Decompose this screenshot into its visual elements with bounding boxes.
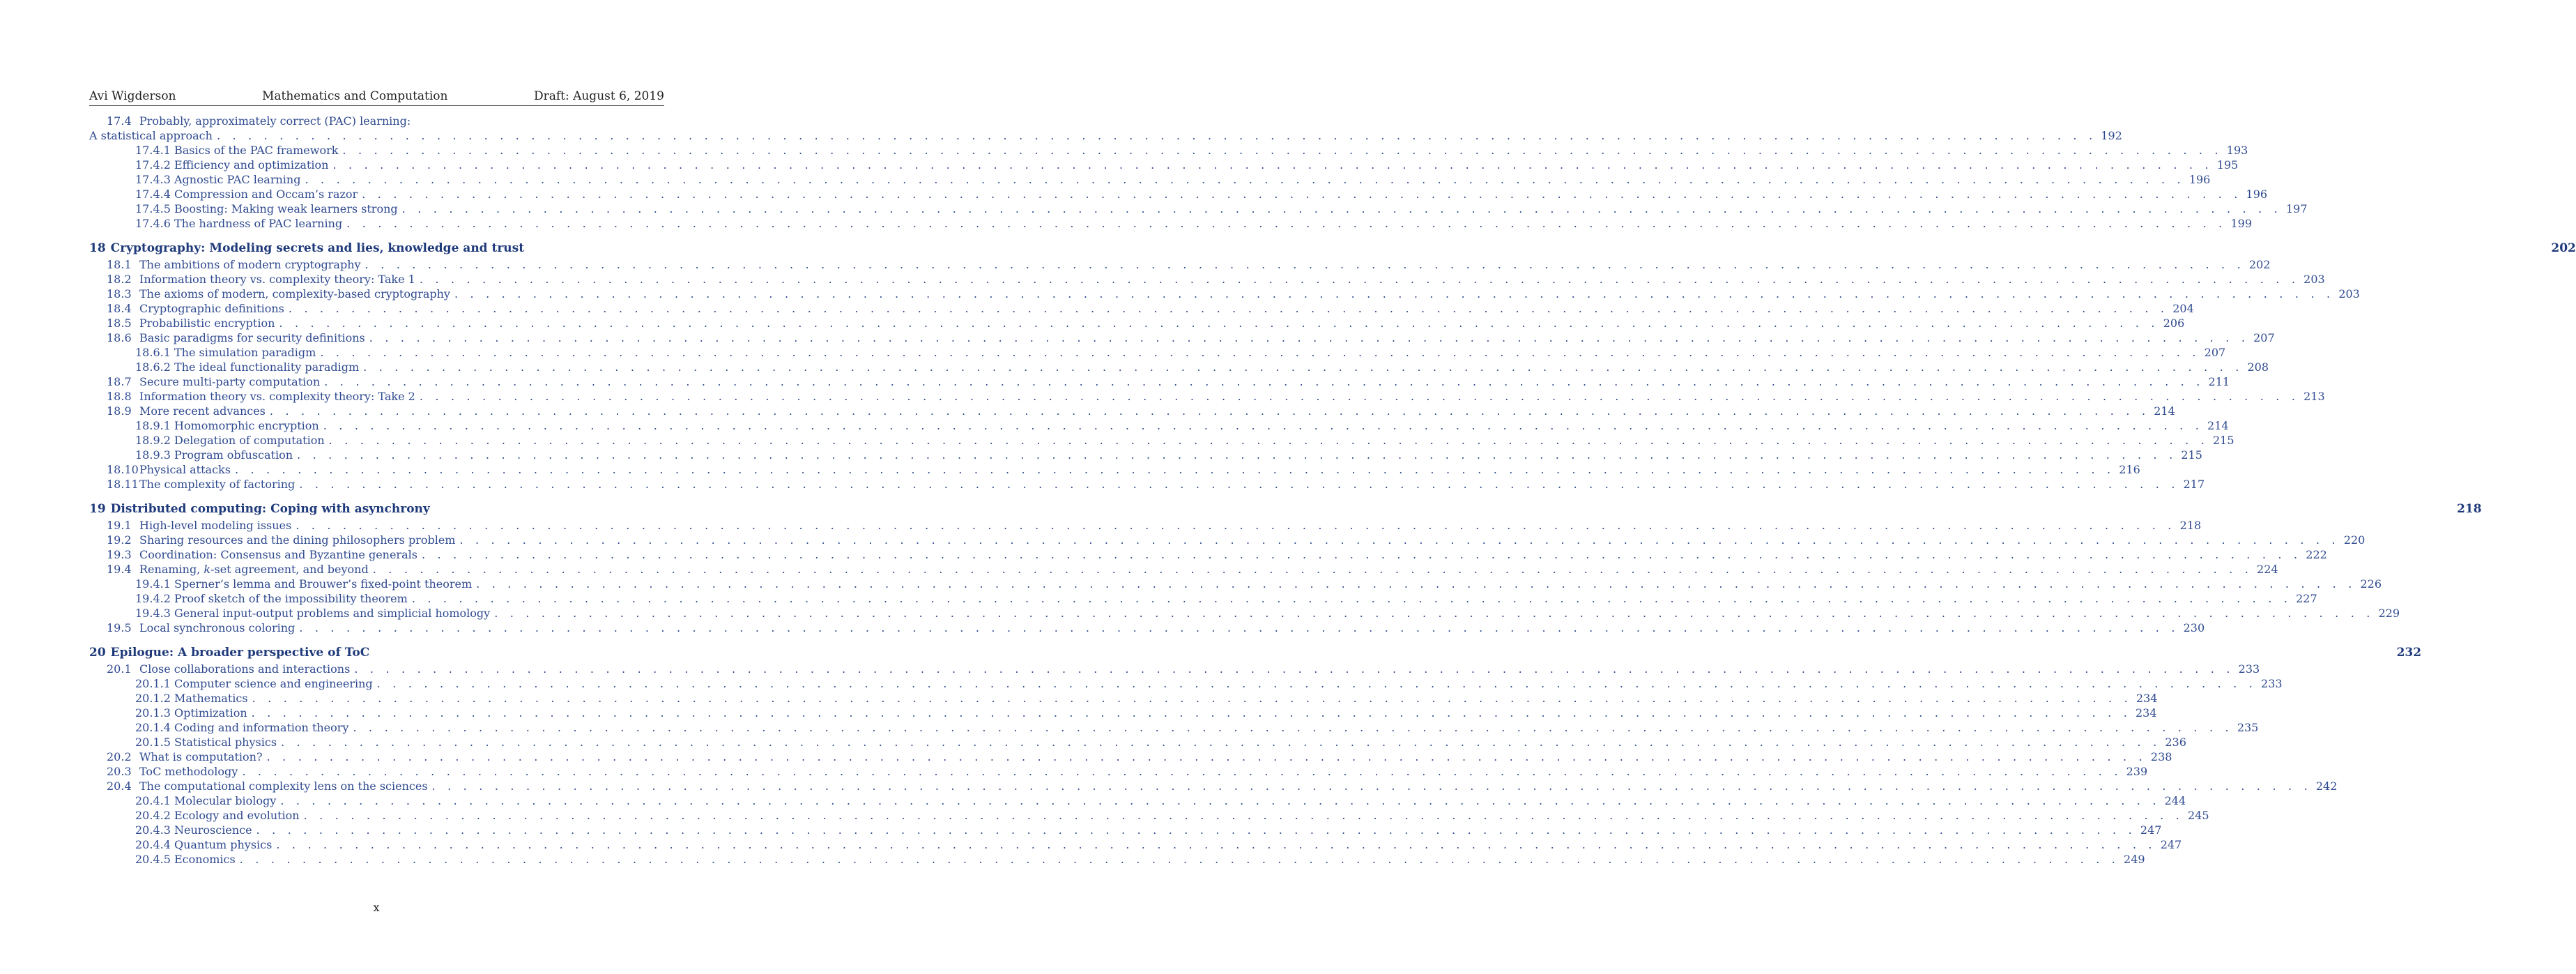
toc-chapter-entry[interactable] xyxy=(89,646,2422,662)
toc-entry-number: 20.4.4 xyxy=(135,838,171,851)
toc-entry-title[interactable]: Cryptography: Modeling secrets and lies, knowledge and trust xyxy=(110,241,525,255)
toc-entry-number: 18.3 xyxy=(107,287,132,300)
dot-leader: . . . . . . . . . . . . . . . . . . . . . . . . . . . . . . . . . . . . . . . . . . . . . . . . . . . . . . . . . . . . . . . . . . . . . . . . . . . . . . . . . . . . . . . . . . . . . . . . . . . . . . . . . . . . . . . . . . . . . . . . xyxy=(234,463,2115,476)
toc-entry-page[interactable]: 239 xyxy=(2126,765,2148,778)
toc-entry-page[interactable]: 211 xyxy=(2208,375,2230,388)
toc-entry[interactable] xyxy=(89,721,2259,736)
dot-leader: . . . . . . . . . . . . . . . . . . . . . . . . . . . . . . . . . . . . . . . . . . . . . . . . . . . . . . . . . . . . . . . . . . . . . . . . . . . . . . . . . . . . . . . . . . . . . . . . . . . . . . . . . . . . . . . . . . . . . . . . xyxy=(369,331,2250,344)
toc-entry-number: 20.1 xyxy=(107,662,132,676)
toc-entry-number: 19.4 xyxy=(107,563,132,576)
toc-entry-page[interactable]: 199 xyxy=(2230,217,2252,230)
toc-entry-title[interactable]: Probably, approximately correct (PAC) learning: xyxy=(139,114,411,128)
toc-entry-title[interactable]: Proof sketch of the impossibility theorem xyxy=(174,592,408,605)
toc-entry-number: 17.4.1 xyxy=(135,144,171,157)
toc-entry[interactable] xyxy=(89,750,2172,765)
toc-entry-number: 18.10 xyxy=(107,463,139,476)
toc-entry-title[interactable]: High-level modeling issues xyxy=(139,519,292,532)
toc-entry[interactable] xyxy=(89,173,2211,188)
toc-entry-title[interactable]: Economics xyxy=(174,853,236,866)
toc-entry-page[interactable]: 224 xyxy=(2257,563,2278,576)
toc-entry[interactable] xyxy=(89,533,2366,548)
toc-entry[interactable] xyxy=(89,434,2234,448)
toc-entry-page[interactable]: 222 xyxy=(2306,548,2327,561)
toc-entry-page[interactable]: 214 xyxy=(2154,404,2175,418)
toc-entry-title[interactable]: The axioms of modern, complexity-based cryptography xyxy=(139,287,450,300)
toc-entry-page[interactable]: 249 xyxy=(2124,853,2145,866)
toc-entry-title[interactable]: Coordination: Consensus and Byzantine generals xyxy=(139,548,417,561)
toc-entry-number: 20.2 xyxy=(107,750,132,763)
table-of-contents xyxy=(89,114,2576,867)
toc-entry-title[interactable]: What is computation? xyxy=(139,750,263,763)
toc-entry[interactable] xyxy=(89,809,2209,823)
dot-leader: . . . . . . . . . . . . . . . . . . . . . . . . . . . . . . . . . . . . . . . . . . . . . . . . . . . . . . . . . . . . . . . . . . . . . . . . . . . . . . . . . . . . . . . . . . . . . . . . . . . . . . . . . . . . . . . . . . . . . . . . xyxy=(353,721,2233,734)
toc-entry-number: 19.5 xyxy=(107,621,132,634)
toc-entry-number: 18.9.2 xyxy=(135,434,171,447)
running-header xyxy=(89,86,664,106)
toc-entry-number: 20.4.2 xyxy=(135,809,171,822)
dot-leader: . . . . . . . . . . . . . . . . . . . . . . . . . . . . . . . . . . . . . . . . . . . . . . . . . . . . . . . . . . . . . . . . . . . . . . . . . . . . . . . . . . . . . . . . . . . . . . . . . . . . . . . . . . . . . . . . . . . . . . . . xyxy=(269,404,2150,418)
toc-entry[interactable] xyxy=(89,621,2205,636)
toc-entry[interactable] xyxy=(89,448,2202,463)
toc-entry[interactable] xyxy=(89,592,2317,607)
toc-entry-number: 17.4.3 xyxy=(135,173,171,186)
toc-entry-page[interactable]: 230 xyxy=(2183,621,2205,634)
dot-leader: . . . . . . . . . . . . . . . . . . . . . . . . . . . . . . . . . . . . . . . . . . . . . . . . . . . . . . . . . . . . . . . . . . . . . . . . . . . . . . . . . . . . . . . . . . . . . . . . . . . . . . . . . . . . . . . . . . . . . . . . xyxy=(346,217,2227,230)
toc-entry-number: 18.6.2 xyxy=(135,360,171,374)
toc-entry-title[interactable]: Mathematics xyxy=(174,692,248,705)
toc-entry-number: 17.4.2 xyxy=(135,158,171,172)
dot-leader: . . . . . . . . . . . . . . . . . . . . . . . . . . . . . . . . . . . . . . . . . . . . . . . . . . . . . . . . . . . . . . . . . . . . . . . . . . . . . . . . . . . . . . . . . . . . . . . . . . . . . . . . . . . . . . . . . . . . . . . . xyxy=(296,519,2176,532)
toc-entry-title[interactable]: Molecular biology xyxy=(174,794,277,807)
dot-leader: . . . . . . . . . . . . . . . . . . . . . . . . . . . . . . . . . . . . . . . . . . . . . . . . . . . . . . . . . . . . . . . . . . . . . . . . . . . . . . . . . . . . . . . . . . . . . . . . . . . . . . . . . . . . . . . . . . . . . . . . xyxy=(411,592,2292,605)
dot-leader: . . . . . . . . . . . . . . . . . . . . . . . . . . . . . . . . . . . . . . . . . . . . . . . . . . . . . . . . . . . . . . . . . . . . . . . . . . . . . . . . . . . . . . . . . . . . . . . . . . . . . . . . . . . . . . . . . . . . . . . . xyxy=(431,779,2312,793)
toc-entry[interactable] xyxy=(89,144,2248,158)
toc-entry-page[interactable]: 203 xyxy=(2338,287,2360,300)
dot-leader: . . . . . . . . . . . . . . . . . . . . . . . . . . . . . . . . . . . . . . . . . . . . . . . . . . . . . . . . . . . . . . . . . . . . . . . . . . . . . . . . . . . . . . . . . . . . . . . . . . . . . . . . . . . . . . . . . . . . . . . . xyxy=(494,607,2375,620)
toc-entry-number: 19.3 xyxy=(107,548,132,561)
toc-entry-title[interactable]: The ambitions of modern cryptography xyxy=(139,258,361,271)
toc-entry-title[interactable]: Ecology and evolution xyxy=(174,809,300,822)
dot-leader: . . . . . . . . . . . . . . . . . . . . . . . . . . . . . . . . . . . . . . . . . . . . . . . . . . . . . . . . . . . . . . . . . . . . . . . . . . . . . . . . . . . . . . . . . . . . . . . . . . . . . . . . . . . . . . . . . . . . . . . . xyxy=(242,765,2122,778)
toc-entry-page[interactable]: 196 xyxy=(2188,173,2211,186)
toc-entry-number: 20.1.1 xyxy=(135,677,171,690)
toc-entry-title[interactable]: Statistical physics xyxy=(174,736,277,749)
toc-entry[interactable] xyxy=(89,853,2145,867)
toc-entry[interactable] xyxy=(89,736,2186,750)
toc-entry-number: 20.4.1 xyxy=(135,794,171,807)
toc-entry-page[interactable]: 204 xyxy=(2172,302,2194,315)
toc-entry-number: 18.9 xyxy=(107,404,132,418)
toc-entry-page[interactable]: 236 xyxy=(2165,736,2186,749)
toc-entry-title[interactable]: The computational complexity lens on the sciences xyxy=(139,779,428,793)
toc-entry-page[interactable]: 207 xyxy=(2204,346,2226,359)
dot-leader: . . . . . . . . . . . . . . . . . . . . . . . . . . . . . . . . . . . . . . . . . . . . . . . . . . . . . . . . . . . . . . . . . . . . . . . . . . . . . . . . . . . . . . . . . . . . . . . . . . . . . . . . . . . . . . . . . . . . . . . . xyxy=(297,448,2177,462)
toc-entry-page[interactable]: 242 xyxy=(2315,779,2338,793)
toc-entry[interactable] xyxy=(89,548,2327,563)
dot-leader: . . . . . . . . . . . . . . . . . . . . . . . . . . . . . . . . . . . . . . . . . . . . . . . . . . . . . . . . . . . . . . . . . . . . . . . . . . . . . . . . . . . . . . . . . . . . . . . . . . . . . . . . . . . . . . . . . . . . . . . . xyxy=(279,317,2159,330)
toc-entry-page[interactable]: 202 xyxy=(2248,258,2271,271)
dot-leader: . . . . . . . . . . . . . . . . . . . . . . . . . . . . . . . . . . . . . . . . . . . . . . . . . . . . . . . . . . . . . . . . . . . . . . . . . . . . . . . . . . . . . . . . . . . . . . . . . . . . . . . . . . . . . . . . . . . . . . . . xyxy=(354,662,2234,676)
toc-entry-number: 20.1.4 xyxy=(135,721,171,734)
toc-entry-number: 17.4.5 xyxy=(135,202,171,215)
toc-entry-title[interactable]: Physical attacks xyxy=(139,463,231,476)
toc-entry-number: 17.4.4 xyxy=(135,188,171,201)
toc-entry[interactable] xyxy=(89,662,2260,677)
toc-entry-page[interactable]: 238 xyxy=(2150,750,2172,763)
toc-entry[interactable] xyxy=(89,390,2325,404)
toc-entry-number: 18.6.1 xyxy=(135,346,171,359)
toc-entry-title[interactable]: Basic paradigms for security definitions xyxy=(139,331,365,344)
toc-entry-number: 19.4.1 xyxy=(135,577,171,591)
toc-entry-title[interactable]: Information theory vs. complexity theory: Take 1 xyxy=(139,273,415,286)
toc-entry-title[interactable]: More recent advances xyxy=(139,404,266,418)
toc-entry-title[interactable]: Cryptographic definitions xyxy=(139,302,284,315)
toc-entry-number: 18.4 xyxy=(107,302,132,315)
toc-entry-number: 17.4 xyxy=(107,114,132,128)
dot-leader: . . . . . . . . . . . . . . . . . . . . . . . . . . . . . . . . . . . . . . . . . . . . . . . . . . . . . . . . . . . . . . . . . . . . . . . . . . . . . . . . . . . . . . . . . . . . . . . . . . . . . . . . . . . . . . . . . . . . . . . . xyxy=(324,375,2205,388)
toc-entry-title[interactable]: Boosting: Making weak learners strong xyxy=(174,202,398,215)
dot-leader: . . . . . . . . . . . . . . . . . . . . . . . . . . . . . . . . . . . . . . . . . . . . . . . . . . . . . . . . . . . . . . . . . . . . . . . . . . . . . . . . . . . . . . . . . . . . . . . . . . . . . . . . . . . . . . . . . . . . . . . . xyxy=(216,129,2097,142)
toc-entry-page[interactable]: 220 xyxy=(2343,533,2366,547)
toc-entry-page[interactable]: 218 xyxy=(2179,519,2202,532)
toc-entry-page[interactable]: 206 xyxy=(2163,317,2185,330)
toc-entry-page[interactable]: 233 xyxy=(2261,677,2283,690)
toc-entry-title[interactable]: Delegation of computation xyxy=(174,434,325,447)
toc-entry-number: 18.9.3 xyxy=(135,448,171,462)
toc-entry-page[interactable]: 227 xyxy=(2296,592,2317,605)
toc-entry-number: 20.1.5 xyxy=(135,736,171,749)
toc-entry-title[interactable]: Computer science and engineering xyxy=(174,677,373,690)
toc-entry-title[interactable]: Information theory vs. complexity theory: Take 2 xyxy=(139,390,415,403)
page-number: x xyxy=(373,901,380,914)
toc-entry-page[interactable]: 247 xyxy=(2140,823,2162,837)
toc-entry-page[interactable]: 202 xyxy=(2551,241,2576,255)
toc-entry-page[interactable]: 203 xyxy=(2303,273,2325,286)
toc-entry-page[interactable]: 233 xyxy=(2238,662,2260,676)
toc-entry[interactable] xyxy=(89,563,2278,577)
toc-entry-number: 20.4.5 xyxy=(135,853,171,866)
toc-entry[interactable] xyxy=(89,838,2182,853)
dot-leader: . . . . . . . . . . . . . . . . . . . . . . . . . . . . . . . . . . . . . . . . . . . . . . . . . . . . . . . . . . . . . . . . . . . . . . . . . . . . . . . . . . . . . . . . . . . . . . . . . . . . . . . . . . . . . . . . . . . . . . . . xyxy=(401,202,2282,215)
toc-entry[interactable] xyxy=(89,519,2202,533)
toc-entry-number: 18.6 xyxy=(107,331,132,344)
dot-leader: . . . . . . . . . . . . . . . . . . . . . . . . . . . . . . . . . . . . . . . . . . . . . . . . . . . . . . . . . . . . . . . . . . . . . . . . . . . . . . . . . . . . . . . . . . . . . . . . . . . . . . . . . . . . . . . . . . . . . . . . xyxy=(299,478,2179,491)
toc-entry-page[interactable]: 247 xyxy=(2160,838,2182,851)
dot-leader: . . . . . . . . . . . . . . . . . . . . . . . . . . . . . . . . . . . . . . . . . . . . . . . . . . . . . . . . . . . . . . . . . . . . . . . . . . . . . . . . . . . . . . . . . . . . . . . . . . . . . . . . . . . . . . . . . . . . . . . . xyxy=(362,188,2242,201)
toc-entry-number: 20.3 xyxy=(107,765,132,778)
toc-entry-title[interactable]: Compression and Occam’s razor xyxy=(174,188,358,201)
toc-entry[interactable] xyxy=(89,478,2205,492)
toc-chapter-entry[interactable] xyxy=(89,502,2482,519)
toc-entry-number: 18 xyxy=(89,241,106,255)
dot-leader: . . . . . . . . . . . . . . . . . . . . . . . . . . . . . . . . . . . . . . . . . . . . . . . . . . . . . . . . . . . . . . . . . . . . . . . . . . . . . . . . . . . . . . . . . . . . . . . . . . . . . . . . . . . . . . . . . . . . . . . . xyxy=(281,736,2161,749)
toc-entry[interactable] xyxy=(89,692,2158,706)
toc-entry[interactable] xyxy=(89,360,2269,375)
toc-entry-number: 17.4.6 xyxy=(135,217,171,230)
dot-leader: . . . . . . . . . . . . . . . . . . . . . . . . . . . . . . . . . . . . . . . . . . . . . . . . . . . . . . . . . . . . . . . . . . . . . . . . . . . . . . . . . . . . . . . . . . . . . . . . . . . . . . . . . . . . . . . . . . . . . . . . xyxy=(332,158,2213,172)
toc-entry-page[interactable]: 208 xyxy=(2247,360,2269,374)
toc-entry-title[interactable]: A statistical approach xyxy=(89,129,213,142)
toc-entry[interactable] xyxy=(89,463,2140,478)
toc-entry-title[interactable]: Local synchronous coloring xyxy=(139,621,296,634)
toc-entry-number: 20.1.2 xyxy=(135,692,171,705)
toc-entry-page[interactable]: 197 xyxy=(2285,202,2308,215)
dot-leader: . . . . . . . . . . . . . . . . . . . . . . . . . . . . . . . . . . . . . . . . . . . . . . . . . . . . . . . . . . . . . . . . . . . . . . . . . . . . . . . . . . . . . . . . . . . . . . . . . . . . . . . . . . . . . . . . . . . . . . . . xyxy=(328,434,2209,447)
toc-entry[interactable] xyxy=(89,258,2271,273)
toc-entry-page[interactable]: 216 xyxy=(2119,463,2140,476)
toc-entry-page[interactable]: 232 xyxy=(2396,646,2422,660)
dot-leader: . . . . . . . . . . . . . . . . . . . . . . . . . . . . . . . . . . . . . . . . . . . . . . . . . . . . . . . . . . . . . . . . . . . . . . . . . . . . . . . . . . . . . . . . . . . . . . . . . . . . . . . . . . . . . . . . . . . . . . . . xyxy=(459,533,2340,547)
toc-entry[interactable] xyxy=(89,114,664,129)
dot-leader: . . . . . . . . . . . . . . . . . . . . . . . . . . . . . . . . . . . . . . . . . . . . . . . . . . . . . . . . . . . . . . . . . . . . . . . . . . . . . . . . . . . . . . . . . . . . . . . . . . . . . . . . . . . . . . . . . . . . . . . . xyxy=(476,577,2356,591)
dot-leader: . . . . . . . . . . . . . . . . . . . . . . . . . . . . . . . . . . . . . . . . . . . . . . . . . . . . . . . . . . . . . . . . . . . . . . . . . . . . . . . . . . . . . . . . . . . . . . . . . . . . . . . . . . . . . . . . . . . . . . . . xyxy=(376,677,2257,690)
header-draft-date: Draft: August 6, 2019 xyxy=(533,89,664,103)
toc-entry-title[interactable]: The ideal functionality paradigm xyxy=(174,360,360,374)
toc-entry-number: 19.4.2 xyxy=(135,592,171,605)
toc-entry-title[interactable]: The complexity of factoring xyxy=(139,478,296,491)
toc-entry-title[interactable]: Probabilistic encryption xyxy=(139,317,275,330)
dot-leader: . . . . . . . . . . . . . . . . . . . . . . . . . . . . . . . . . . . . . . . . . . . . . . . . . . . . . . . . . . . . . . . . . . . . . . . . . . . . . . . . . . . . . . . . . . . . . . . . . . . . . . . . . . . . . . . . . . . . . . . . xyxy=(365,258,2245,271)
toc-entry-number: 19.4.3 xyxy=(135,607,171,620)
toc-entry-number: 18.1 xyxy=(107,258,132,271)
toc-entry-page[interactable]: 192 xyxy=(2101,129,2122,142)
dot-leader: . . . . . . . . . . . . . . . . . . . . . . . . . . . . . . . . . . . . . . . . . . . . . . . . . . . . . . . . . . . . . . . . . . . . . . . . . . . . . . . . . . . . . . . . . . . . . . . . . . . . . . . . . . . . . . . . . . . . . . . . xyxy=(323,419,2204,432)
toc-entry-page[interactable]: 245 xyxy=(2187,809,2209,822)
toc-entry[interactable] xyxy=(89,823,2162,838)
toc-entry-title[interactable]: Homomorphic encryption xyxy=(174,419,319,432)
dot-leader: . . . . . . . . . . . . . . . . . . . . . . . . . . . . . . . . . . . . . . . . . . . . . . . . . . . . . . . . . . . . . . . . . . . . . . . . . . . . . . . . . . . . . . . . . . . . . . . . . . . . . . . . . . . . . . . . . . . . . . . . xyxy=(256,823,2136,837)
toc-entry-number: 20 xyxy=(89,646,106,660)
toc-entry[interactable] xyxy=(89,217,2252,231)
toc-entry-page[interactable]: 235 xyxy=(2237,721,2259,734)
toc-entry-page[interactable]: 244 xyxy=(2164,794,2186,807)
toc-entry-number: 20.4.3 xyxy=(135,823,171,837)
toc-entry-page[interactable]: 213 xyxy=(2303,390,2325,403)
toc-entry[interactable] xyxy=(89,346,2226,360)
toc-entry-page[interactable]: 234 xyxy=(2136,706,2157,720)
toc-entry[interactable] xyxy=(89,202,2308,217)
dot-leader: . . . . . . . . . . . . . . . . . . . . . . . . . . . . . . . . . . . . . . . . . . . . . . . . . . . . . . . . . . . . . . . . . . . . . . . . . . . . . . . . . . . . . . . . . . . . . . . . . . . . . . . . . . . . . . . . . . . . . . . . xyxy=(266,750,2147,763)
toc-entry-number: 18.9.1 xyxy=(135,419,171,432)
dot-leader: . . . . . . . . . . . . . . . . . . . . . . . . . . . . . . . . . . . . . . . . . . . . . . . . . . . . . . . . . . . . . . . . . . . . . . . . . . . . . . . . . . . . . . . . . . . . . . . . . . . . . . . . . . . . . . . . . . . . . . . . xyxy=(299,621,2179,634)
dot-leader: . . . . . . . . . . . . . . . . . . . . . . . . . . . . . . . . . . . . . . . . . . . . . . . . . . . . . . . . . . . . . . . . . . . . . . . . . . . . . . . . . . . . . . . . . . . . . . . . . . . . . . . . . . . . . . . . . . . . . . . . xyxy=(419,390,2300,403)
dot-leader: . . . . . . . . . . . . . . . . . . . . . . . . . . . . . . . . . . . . . . . . . . . . . . . . . . . . . . . . . . . . . . . . . . . . . . . . . . . . . . . . . . . . . . . . . . . . . . . . . . . . . . . . . . . . . . . . . . . . . . . . xyxy=(342,144,2223,157)
dot-leader: . . . . . . . . . . . . . . . . . . . . . . . . . . . . . . . . . . . . . . . . . . . . . . . . . . . . . . . . . . . . . . . . . . . . . . . . . . . . . . . . . . . . . . . . . . . . . . . . . . . . . . . . . . . . . . . . . . . . . . . . xyxy=(251,706,2131,720)
dot-leader: . . . . . . . . . . . . . . . . . . . . . . . . . . . . . . . . . . . . . . . . . . . . . . . . . . . . . . . . . . . . . . . . . . . . . . . . . . . . . . . . . . . . . . . . . . . . . . . . . . . . . . . . . . . . . . . . . . . . . . . . xyxy=(276,838,2156,851)
dot-leader: . . . . . . . . . . . . . . . . . . . . . . . . . . . . . . . . . . . . . . . . . . . . . . . . . . . . . . . . . . . . . . . . . . . . . . . . . . . . . . . . . . . . . . . . . . . . . . . . . . . . . . . . . . . . . . . . . . . . . . . . xyxy=(320,346,2200,359)
dot-leader: . . . . . . . . . . . . . . . . . . . . . . . . . . . . . . . . . . . . . . . . . . . . . . . . . . . . . . . . . . . . . . . . . . . . . . . . . . . . . . . . . . . . . . . . . . . . . . . . . . . . . . . . . . . . . . . . . . . . . . . . xyxy=(363,360,2244,374)
toc-entry[interactable] xyxy=(89,287,2360,302)
toc-entry-number: 19.2 xyxy=(107,533,132,547)
header-book-title: Mathematics and Computation xyxy=(261,89,448,103)
toc-entry-title[interactable]: Agnostic PAC learning xyxy=(174,173,301,186)
dot-leader: . . . . . . . . . . . . . . . . . . . . . . . . . . . . . . . . . . . . . . . . . . . . . . . . . . . . . . . . . . . . . . . . . . . . . . . . . . . . . . . . . . . . . . . . . . . . . . . . . . . . . . . . . . . . . . . . . . . . . . . . xyxy=(239,853,2120,866)
toc-entry[interactable] xyxy=(89,765,2148,779)
toc-entry-number: 19 xyxy=(89,502,106,516)
toc-entry[interactable] xyxy=(89,607,2400,621)
toc-entry[interactable] xyxy=(89,779,2338,794)
toc-entry-page[interactable]: 193 xyxy=(2226,144,2248,157)
toc-entry[interactable] xyxy=(89,577,2382,592)
toc-entry-number: 18.11 xyxy=(107,478,139,491)
toc-entry[interactable] xyxy=(89,677,2283,692)
toc-entry[interactable] xyxy=(89,331,2275,346)
dot-leader: . . . . . . . . . . . . . . . . . . . . . . . . . . . . . . . . . . . . . . . . . . . . . . . . . . . . . . . . . . . . . . . . . . . . . . . . . . . . . . . . . . . . . . . . . . . . . . . . . . . . . . . . . . . . . . . . . . . . . . . . xyxy=(305,173,2185,186)
dot-leader: . . . . . . . . . . . . . . . . . . . . . . . . . . . . . . . . . . . . . . . . . . . . . . . . . . . . . . . . . . . . . . . . . . . . . . . . . . . . . . . . . . . . . . . . . . . . . . . . . . . . . . . . . . . . . . . . . . . . . . . . xyxy=(252,692,2132,705)
toc-entry-page[interactable]: 214 xyxy=(2207,419,2229,432)
toc-entry-number: 18.8 xyxy=(107,390,132,403)
dot-leader: . . . . . . . . . . . . . . . . . . . . . . . . . . . . . . . . . . . . . . . . . . . . . . . . . . . . . . . . . . . . . . . . . . . . . . . . . . . . . . . . . . . . . . . . . . . . . . . . . . . . . . . . . . . . . . . . . . . . . . . . xyxy=(421,548,2302,561)
toc-entry-title[interactable]: Distributed computing: Coping with asynchrony xyxy=(110,502,430,516)
toc-entry-title[interactable]: Program obfuscation xyxy=(174,448,293,462)
toc-entry-page[interactable]: 226 xyxy=(2360,577,2382,591)
dot-leader: . . . . . . . . . . . . . . . . . . . . . . . . . . . . . . . . . . . . . . . . . . . . . . . . . . . . . . . . . . . . . . . . . . . . . . . . . . . . . . . . . . . . . . . . . . . . . . . . . . . . . . . . . . . . . . . . . . . . . . . . xyxy=(454,287,2335,300)
toc-entry-title[interactable]: The simulation paradigm xyxy=(174,346,316,359)
toc-entry-page[interactable]: 218 xyxy=(2457,502,2482,516)
dot-leader: . . . . . . . . . . . . . . . . . . . . . . . . . . . . . . . . . . . . . . . . . . . . . . . . . . . . . . . . . . . . . . . . . . . . . . . . . . . . . . . . . . . . . . . . . . . . . . . . . . . . . . . . . . . . . . . . . . . . . . . . xyxy=(280,794,2161,807)
toc-entry-title[interactable]: Sperner’s lemma and Brouwer’s fixed-point theorem xyxy=(174,577,473,591)
toc-entry-title[interactable]: Renaming, k-set agreement, and beyond xyxy=(139,563,369,576)
toc-entry[interactable] xyxy=(89,375,2230,390)
toc-entry-title[interactable]: General input-output problems and simplicial homology xyxy=(174,607,491,620)
toc-entry[interactable] xyxy=(89,158,2239,173)
toc-entry[interactable] xyxy=(89,273,2325,287)
toc-entry[interactable] xyxy=(89,317,2185,331)
toc-entry[interactable] xyxy=(89,129,2122,144)
dot-leader: . . . . . . . . . . . . . . . . . . . . . . . . . . . . . . . . . . . . . . . . . . . . . . . . . . . . . . . . . . . . . . . . . . . . . . . . . . . . . . . . . . . . . . . . . . . . . . . . . . . . . . . . . . . . . . . . . . . . . . . . xyxy=(372,563,2253,576)
toc-entry-page[interactable]: 215 xyxy=(2212,434,2234,447)
toc-entry-title[interactable]: Neuroscience xyxy=(174,823,252,837)
toc-entry-title[interactable]: The hardness of PAC learning xyxy=(174,217,343,230)
toc-entry-number: 19.1 xyxy=(107,519,132,532)
toc-entry-number: 20.4 xyxy=(107,779,132,793)
toc-entry-title[interactable]: Quantum physics xyxy=(174,838,273,851)
dot-leader: . . . . . . . . . . . . . . . . . . . . . . . . . . . . . . . . . . . . . . . . . . . . . . . . . . . . . . . . . . . . . . . . . . . . . . . . . . . . . . . . . . . . . . . . . . . . . . . . . . . . . . . . . . . . . . . . . . . . . . . . xyxy=(303,809,2184,822)
toc-entry-title[interactable]: Close collaborations and interactions xyxy=(139,662,351,676)
toc-entry[interactable] xyxy=(89,706,2157,721)
toc-entry-number: 18.7 xyxy=(107,375,132,388)
toc-entry-title[interactable]: Basics of the PAC framework xyxy=(174,144,339,157)
toc-entry[interactable] xyxy=(89,302,2194,317)
toc-entry-title[interactable]: Optimization xyxy=(174,706,247,720)
toc-entry-page[interactable]: 207 xyxy=(2253,331,2275,344)
toc-entry-title[interactable]: Coding and information theory xyxy=(174,721,349,734)
toc-entry-title[interactable]: Efficiency and optimization xyxy=(174,158,329,172)
toc-entry[interactable] xyxy=(89,404,2175,419)
toc-entry-title[interactable]: ToC methodology xyxy=(139,765,238,778)
toc-entry-page[interactable]: 196 xyxy=(2246,188,2268,201)
header-author: Avi Wigderson xyxy=(89,89,176,103)
toc-entry-title[interactable]: Secure multi-party computation xyxy=(139,375,321,388)
toc-entry-number: 18.5 xyxy=(107,317,132,330)
toc-entry-page[interactable]: 217 xyxy=(2183,478,2205,491)
toc-entry[interactable] xyxy=(89,188,2268,202)
toc-entry-page[interactable]: 195 xyxy=(2216,158,2239,172)
toc-entry-number: 20.1.3 xyxy=(135,706,171,720)
toc-entry-title[interactable]: Epilogue: A broader perspective of ToC xyxy=(110,646,370,660)
toc-entry-page[interactable]: 215 xyxy=(2181,448,2202,462)
toc-entry[interactable] xyxy=(89,419,2229,434)
toc-entry-page[interactable]: 234 xyxy=(2136,692,2158,705)
toc-chapter-entry[interactable] xyxy=(89,241,2576,258)
toc-entry[interactable] xyxy=(89,794,2186,809)
toc-entry-title[interactable]: Sharing resources and the dining philosophers problem xyxy=(139,533,456,547)
dot-leader: . . . . . . . . . . . . . . . . . . . . . . . . . . . . . . . . . . . . . . . . . . . . . . . . . . . . . . . . . . . . . . . . . . . . . . . . . . . . . . . . . . . . . . . . . . . . . . . . . . . . . . . . . . . . . . . . . . . . . . . . xyxy=(288,302,2169,315)
toc-entry-number: 18.2 xyxy=(107,273,132,286)
dot-leader: . . . . . . . . . . . . . . . . . . . . . . . . . . . . . . . . . . . . . . . . . . . . . . . . . . . . . . . . . . . . . . . . . . . . . . . . . . . . . . . . . . . . . . . . . . . . . . . . . . . . . . . . . . . . . . . . . . . . . . . . xyxy=(419,273,2300,286)
toc-entry-page[interactable]: 229 xyxy=(2378,607,2400,620)
